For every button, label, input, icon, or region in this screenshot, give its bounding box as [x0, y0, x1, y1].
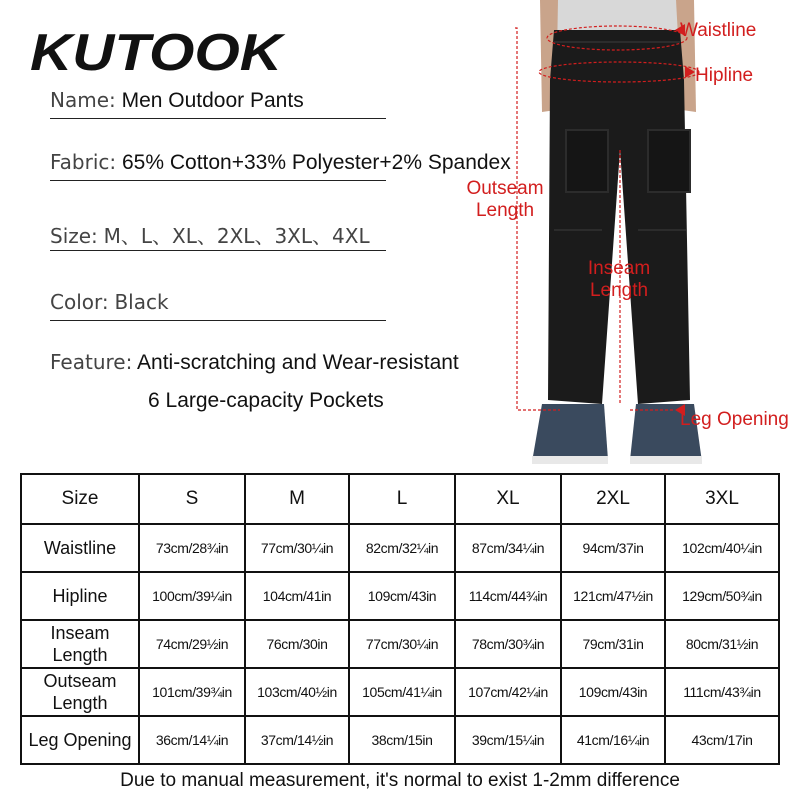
- table-cell: 38cm/15in: [349, 716, 455, 764]
- table-row: [21, 620, 779, 668]
- table-row: [21, 524, 779, 572]
- table-cell: 105cm/41¼in: [349, 668, 455, 716]
- table-cell: 82cm/32¼in: [349, 524, 455, 572]
- table-cell: 39cm/15¼in: [455, 716, 561, 764]
- header-l: L: [349, 474, 455, 524]
- header-size: Size: [21, 474, 139, 524]
- spec-fabric-value: 65% Cotton+33% Polyester+2% Spandex: [121, 151, 511, 174]
- row-label-inseam: Inseam Length: [21, 620, 139, 668]
- table-cell: 73cm/28¾in: [139, 524, 245, 572]
- spec-color-key: Color:: [50, 290, 109, 314]
- size-chart-table: [20, 473, 780, 765]
- outseam-label-line2: Length: [475, 200, 535, 221]
- inseam-label-line2: Length: [589, 280, 649, 301]
- spec-name-key: Name:: [50, 88, 116, 112]
- table-cell: 37cm/14½in: [245, 716, 349, 764]
- spec-feature: [50, 350, 470, 380]
- header-2xl: 2XL: [561, 474, 665, 524]
- spec-name: [50, 88, 386, 119]
- table-cell: 78cm/30¾in: [455, 620, 561, 668]
- table-cell: 36cm/14¼in: [139, 716, 245, 764]
- table-cell: 109cm/43in: [349, 572, 455, 620]
- table-cell: 121cm/47½in: [561, 572, 665, 620]
- table-cell: 79cm/31in: [561, 620, 665, 668]
- table-cell: 109cm/43in: [561, 668, 665, 716]
- table-cell: 100cm/39¼in: [139, 572, 245, 620]
- inseam-label-line1: Inseam: [587, 258, 651, 279]
- spec-feature-key: Feature:: [50, 350, 133, 374]
- table-cell: 80cm/31½in: [665, 620, 779, 668]
- row-label-waistline: Waistline: [21, 524, 139, 572]
- table-header-row: [21, 474, 779, 524]
- table-cell: 87cm/34¼in: [455, 524, 561, 572]
- table-cell: 107cm/42¼in: [455, 668, 561, 716]
- spec-name-value: Men Outdoor Pants: [121, 89, 304, 112]
- table-row: [21, 668, 779, 716]
- header-xl: XL: [455, 474, 561, 524]
- brand-logo-text: KUTOOK: [30, 24, 286, 80]
- spec-fabric-key: Fabric:: [50, 150, 117, 174]
- table-row: [21, 716, 779, 764]
- table-cell: 104cm/41in: [245, 572, 349, 620]
- row-label-leg-opening: Leg Opening: [21, 716, 139, 764]
- inseam-label: [574, 258, 664, 302]
- table-cell: 94cm/37in: [561, 524, 665, 572]
- row-label-hipline: Hipline: [21, 572, 139, 620]
- spec-feature-value-2: 6 Large-capacity Pockets: [148, 389, 384, 412]
- spec-size: [50, 220, 386, 251]
- table-cell: 77cm/30¼in: [349, 620, 455, 668]
- spec-color-value: Black: [114, 290, 169, 314]
- header-3xl: 3XL: [665, 474, 779, 524]
- waistline-label: Waistline: [680, 20, 757, 41]
- table-cell: 102cm/40¼in: [665, 524, 779, 572]
- row-label-outseam: Outseam Length: [21, 668, 139, 716]
- table-row: [21, 572, 779, 620]
- header-s: S: [139, 474, 245, 524]
- table-cell: 77cm/30¼in: [245, 524, 349, 572]
- outseam-label: [460, 178, 550, 222]
- leg-opening-label: Leg Opening: [680, 409, 789, 430]
- table-cell: 41cm/16¼in: [561, 716, 665, 764]
- table-cell: 74cm/29½in: [139, 620, 245, 668]
- table-cell: 103cm/40½in: [245, 668, 349, 716]
- spec-size-key: Size:: [50, 224, 98, 248]
- table-cell: 76cm/30in: [245, 620, 349, 668]
- measurement-note: Due to manual measurement, it's normal to exist 1-2mm difference: [120, 770, 680, 791]
- table-cell: 114cm/44¾in: [455, 572, 561, 620]
- table-cell: 101cm/39¾in: [139, 668, 245, 716]
- header-m: M: [245, 474, 349, 524]
- model-figure: [466, 0, 800, 470]
- brand-logo: [28, 22, 288, 80]
- spec-size-value: M、L、XL、2XL、3XL、4XL: [103, 224, 370, 248]
- table-cell: 129cm/50¾in: [665, 572, 779, 620]
- outseam-label-line1: Outseam: [466, 178, 544, 199]
- spec-fabric: [50, 150, 511, 181]
- spec-feature-value: Anti-scratching and Wear-resistant: [137, 351, 459, 374]
- spec-color: [50, 290, 386, 321]
- hipline-label: Hipline: [695, 65, 754, 86]
- table-cell: 111cm/43¾in: [665, 668, 779, 716]
- table-cell: 43cm/17in: [665, 716, 779, 764]
